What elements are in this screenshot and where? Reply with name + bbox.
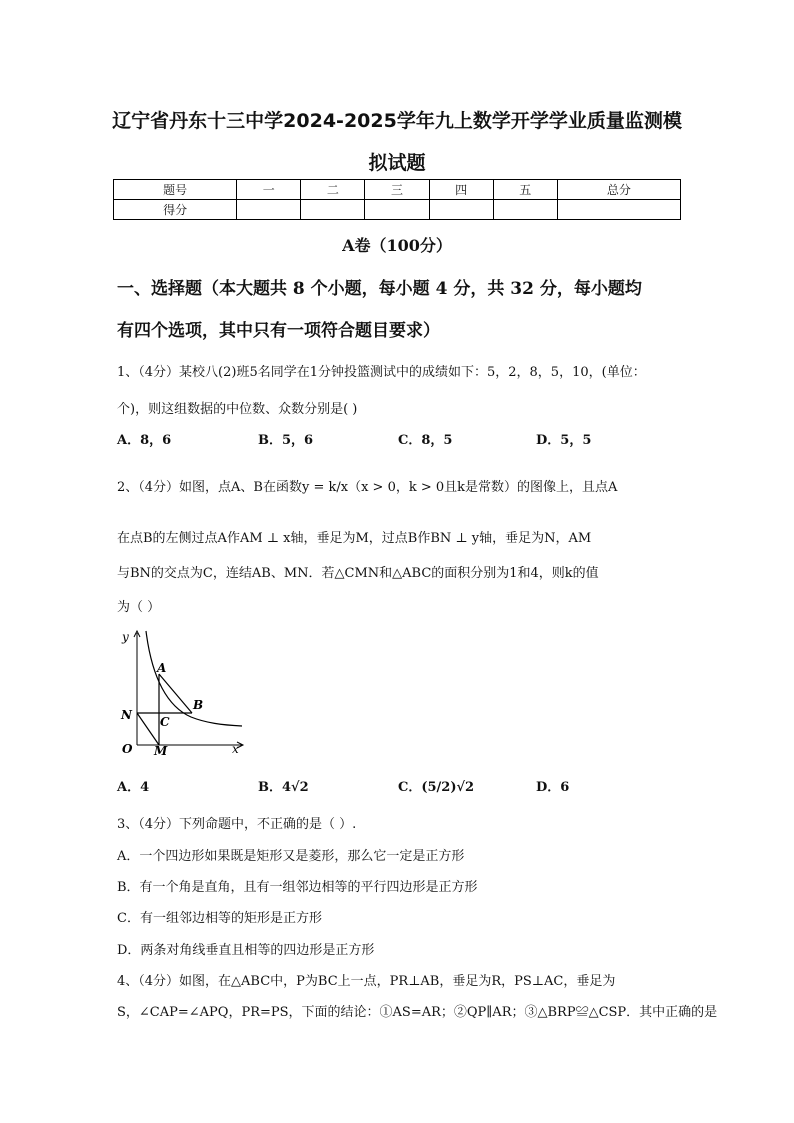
q2-stem-line2: 在点B的左侧过点A作AM ⊥ x轴，垂足为M，过点B作BN ⊥ y轴，垂足为N，AM xyxy=(117,531,592,546)
score-cell xyxy=(301,200,365,220)
score-table-score-row xyxy=(114,200,681,220)
label-o: O xyxy=(122,742,133,755)
q3-option-b: B．有一个角是直角，且有一组邻边相等的平行四边形是正方形 xyxy=(117,880,478,895)
score-cell xyxy=(493,200,557,220)
label-n: N xyxy=(121,708,132,722)
score-table-header-row xyxy=(114,180,681,200)
q2-option-a: A．4 xyxy=(117,780,150,795)
q2-stem-line4: 为（ ） xyxy=(117,600,161,615)
score-cell xyxy=(557,200,680,220)
exam-title-line2: 拟试题 xyxy=(368,152,426,174)
q2-option-c: C．(5/2)√2 xyxy=(398,780,475,795)
q4-stem-line2: S，∠CAP=∠APQ，PR=PS，下面的结论：①AS=AR；②QP∥AR；③△BRP≌△CSP．其中正确的是 xyxy=(117,1005,718,1020)
q1-stem-line2: 个)，则这组数据的中位数、众数分别是( ) xyxy=(117,402,358,417)
label-b: B xyxy=(193,698,204,712)
score-table xyxy=(113,179,681,220)
score-header-cell: 三 xyxy=(365,180,429,200)
score-cell xyxy=(237,200,301,220)
q1-option-d: D．5，5 xyxy=(536,433,592,448)
label-c: C xyxy=(160,715,170,729)
q2-figure xyxy=(116,627,248,755)
label-x: x xyxy=(232,742,239,755)
q3-option-c: C．有一组邻边相等的矩形是正方形 xyxy=(117,911,322,926)
q4-stem-line1: 4、（4分）如图，在△ABC中，P为BC上一点，PR⊥AB，垂足为R，PS⊥AC，垂足为 xyxy=(117,974,616,989)
score-header-cell: 二 xyxy=(301,180,365,200)
q1-option-c: C．8，5 xyxy=(398,433,453,448)
q1-option-a: A．8，6 xyxy=(117,433,172,448)
score-cell xyxy=(365,200,429,220)
q3-option-d: D．两条对角线垂直且相等的四边形是正方形 xyxy=(117,943,375,958)
q3-option-a: A．一个四边形如果既是矩形又是菱形，那么它一定是正方形 xyxy=(117,849,465,864)
score-header-cell: 题号 xyxy=(114,180,237,200)
score-header-cell: 一 xyxy=(237,180,301,200)
q2-option-b: B．4√2 xyxy=(258,780,309,795)
score-header-cell: 五 xyxy=(493,180,557,200)
volume-heading: A卷（100分） xyxy=(342,236,452,255)
q1-stem-line1: 1、（4分）某校八(2)班5名同学在1分钟投篮测试中的成绩如下：5，2，8，5，10，(单位： xyxy=(117,365,646,380)
q3-stem: 3、（4分）下列命题中，不正确的是（ ）. xyxy=(117,817,357,832)
score-row-label: 得分 xyxy=(114,200,237,220)
q2-stem-line1: 2、（4分）如图，点A、B在函数y = k/x（x > 0，k > 0且k是常数）的图像上，且点A xyxy=(117,480,618,495)
q2-stem-line3: 与BN的交点为C，连结AB、MN．若△CMN和△ABC的面积分别为1和4，则k的值 xyxy=(117,566,599,581)
section-heading-line2: 有四个选项，其中只有一项符合题目要求） xyxy=(117,321,440,341)
q2-option-d: D．6 xyxy=(536,780,570,795)
label-y: y xyxy=(122,630,129,644)
score-header-cell: 四 xyxy=(429,180,493,200)
score-header-cell: 总分 xyxy=(557,180,680,200)
label-m: M xyxy=(154,744,168,755)
section-heading-line1: 一、选择题（本大题共 8 个小题，每小题 4 分，共 32 分，每小题均 xyxy=(117,279,642,299)
q1-option-b: B．5，6 xyxy=(258,433,314,448)
segment-mn xyxy=(137,713,159,745)
label-a: A xyxy=(157,661,167,675)
exam-title-line1: 辽宁省丹东十三中学2024-2025学年九上数学开学学业质量监测模 xyxy=(112,110,682,132)
score-cell xyxy=(429,200,493,220)
